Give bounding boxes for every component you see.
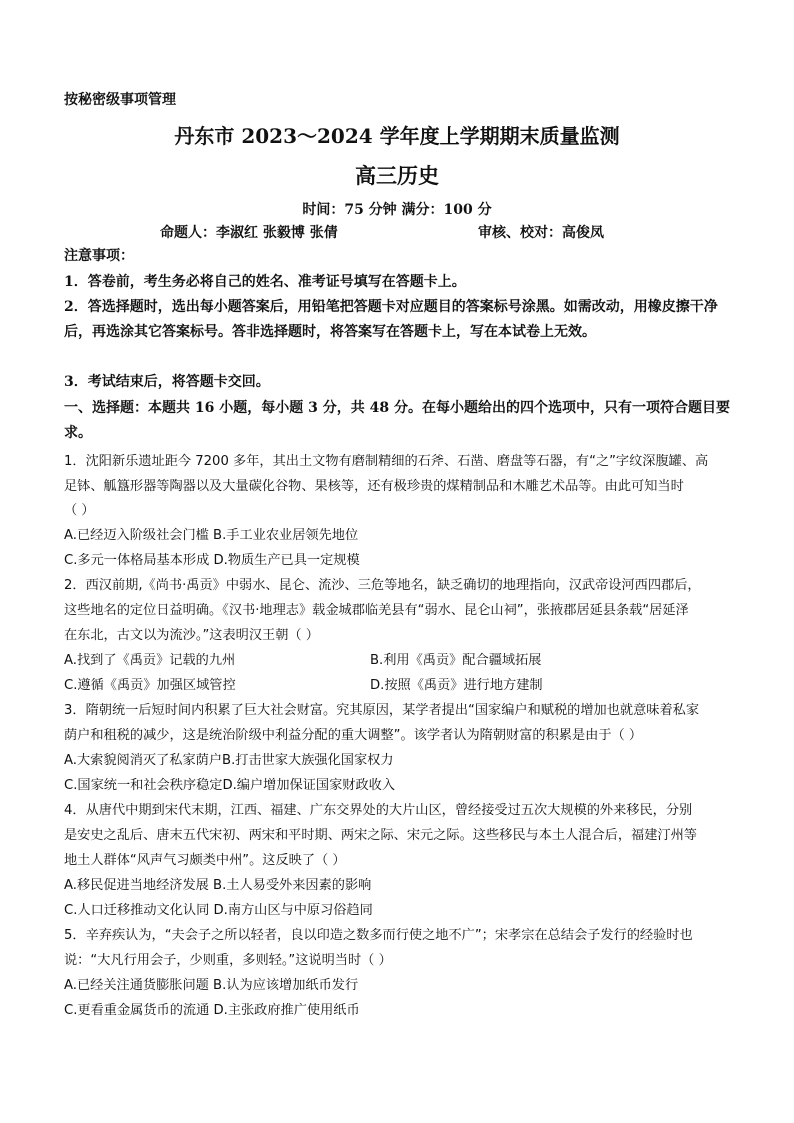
question-4-stem-line: 4．从唐代中期到宋代末期，江西、福建、广东交界处的大片山区，曾经接受过五次大规模的外来移民，分别 [64,803,693,818]
question-3-stem-line: 荫户和租税的减少，这是统治阶级中利益分配的重大调整”。该学者认为隋朝财富的积累是由于（ ） [64,728,643,743]
question-5-options-row: C.更看重金属货币的流通 D.主张政府推广使用纸币 [64,1003,360,1018]
notice-item: 2．答选择题时，选出每小题答案后，用铅笔把答题卡对应题目的答案标号涂黑。如需改动，用橡皮擦干净后，再选涂其它答案标号。答非选择题时，将答案写在答题卡上，写在本试卷上无效。 [64,299,718,340]
exam-title: 丹东市 2023～2024 学年度上学期期末质量监测 [174,124,620,148]
question-4-stem-line: 地土人群体“风声气习颇类中州”。这反映了（ ） [64,853,346,868]
question-2-stem-line: 2．西汉前期,《尚书·禹贡》中弱水、昆仑、流沙、三危等地名，缺乏确切的地理指向，汉武帝设河西四郡后， [64,578,701,593]
notice-item: 1．答卷前，考生务必将自己的姓名、准考证号填写在答题卡上。 [64,274,466,290]
question-5-stem-line: 说：“大凡行用会子，少则重，多则轻。”这说明当时（ ） [64,953,392,968]
question-1-stem-line: 1．沈阳新乐遗址距今 7200 多年，其出土文物有磨制精细的石斧、石凿、磨盘等石器，有“之”字纹深腹罐、高 [64,454,709,469]
question-2-option-b: B.利用《禹贡》配合疆域拓展 [370,653,542,668]
question-4-options-row: C.人口迁移推动文化认同 D.南方山区与中原习俗趋同 [64,903,373,918]
notice-item: 3．考试结束后，将答题卡交回。 [64,374,270,390]
question-1-options-row: A.已经迈入阶级社会门槛 B.手工业农业居领先地位 [64,528,359,543]
notice-heading: 注意事项： [64,248,134,264]
question-1-options-row: C.多元一体格局基本形成 D.物质生产已具一定规模 [64,553,360,568]
section-heading: 一、选择题：本题共 16 小题，每小题 3 分，共 48 分。在每小题给出的四个选项中，只有一项符合题目要求。 [64,400,730,441]
question-2-stem-line: 在东北，古文以为流沙。”这表明汉王朝（ ） [64,628,319,643]
question-4-stem-line: 是安史之乱后、唐末五代宋初、两宋和平时期、两宋之际、宋元之际。这些移民与本土人混合后，福建汀州等 [64,828,697,843]
time-score-line: 时间：75 分钟 满分：100 分 [302,202,492,218]
question-3-options-row: A.大索貌阅消灭了私家荫户B.打击世家大族强化国家权力 [64,753,394,768]
question-3-stem-line: 3．隋朝统一后短时间内积累了巨大社会财富。究其原因，某学者提出“国家编户和赋税的增加也就意味着私家 [64,703,700,718]
question-2-option-a: A.找到了《禹贡》记载的九州 [64,653,236,668]
reviewer-line: 审核、校对：高俊凤 [478,225,604,241]
question-2-stem-line: 这些地名的定位日益明确。《汉书·地理志》载金城郡临羌县有“弱水、昆仑山祠”，张掖郡居延县条载“居延泽 [64,603,689,618]
question-1-stem-line: 足钵、觚簋形器等陶器以及大量碳化谷物、果核等，还有极珍贵的煤精制品和木雕艺术品等。由此可知当时 [64,479,684,494]
subject-title: 高三历史 [355,163,439,188]
question-1-stem-line: （ ） [64,503,95,518]
question-5-options-row: A.已经关注通货膨胀问题 B.认为应该增加纸币发行 [64,978,359,993]
question-3-options-row: C.国家统一和社会秩序稳定D.编户增加保证国家财政收入 [64,778,396,793]
question-5-stem-line: 5．辛弃疾认为，“夫会子之所以轻者，良以印造之数多而行使之地不广”；宋孝宗在总结会子发行的经验时也 [64,928,693,943]
question-2-option-d: D.按照《禹贡》进行地方建制 [370,678,543,693]
question-2-option-c: C.遵循《禹贡》加强区域管控 [64,678,236,693]
secret-level-label: 按秘密级事项管理 [64,92,176,108]
question-4-options-row: A.移民促进当地经济发展 B.土人易受外来因素的影响 [64,878,372,893]
authors-line: 命题人：李淑红 张毅博 张倩 [160,225,338,241]
